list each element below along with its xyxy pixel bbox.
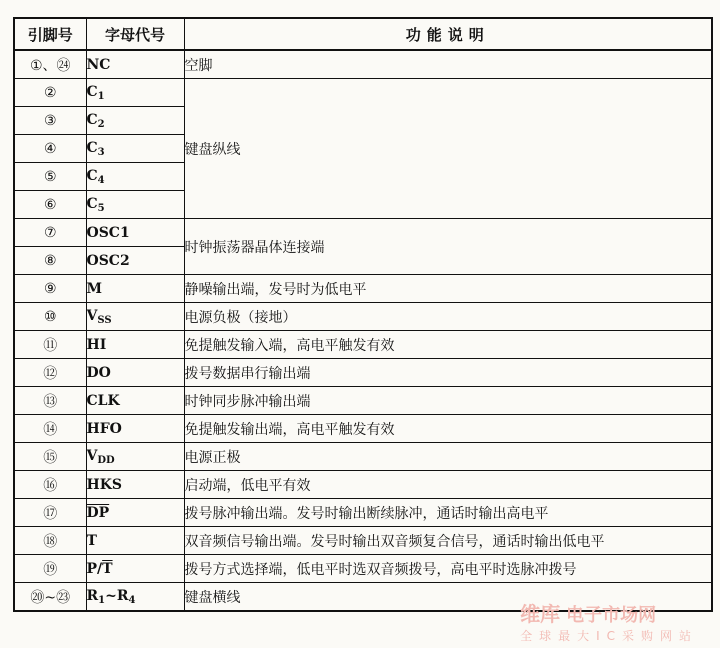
pin-number-cell: ④ (14, 135, 86, 163)
letter-code-text: R (86, 587, 99, 604)
letter-code-text: OSC1 (86, 224, 130, 241)
pin-number-cell: ⑰ (14, 499, 86, 527)
letter-code-text: $\overline{DP}$ (86, 504, 110, 521)
pin-number-cell: ⑪ (14, 331, 86, 359)
letter-code-cell (86, 387, 184, 415)
function-description-cell: 静噪输出端，发号时为低电平 (184, 275, 712, 303)
header-pin-number: 引脚号 (14, 18, 86, 50)
pin-number-cell: ⑮ (14, 443, 86, 471)
letter-code-text: HKS (86, 476, 123, 493)
letter-code-cell (86, 191, 184, 219)
table-row (14, 415, 712, 443)
letter-code-text: HI (86, 336, 107, 353)
table-row (14, 527, 712, 555)
table-row (14, 555, 712, 583)
pin-number-cell: ⑭ (14, 415, 86, 443)
letter-code-text: T (86, 532, 97, 549)
function-description-cell: 电源正极 (184, 443, 712, 471)
function-description-cell: 拨号方式选择端，低电平时选双音频拨号，高电平时选脉冲拨号 (184, 555, 712, 583)
pin-number-cell: ⑤ (14, 163, 86, 191)
letter-code-cell (86, 50, 184, 79)
letter-code-text: ~R (105, 587, 129, 604)
function-description-cell: 双音频信号输出端。发号时输出双音频复合信号，通话时输出低电平 (184, 527, 712, 555)
letter-code-cell (86, 79, 184, 107)
pin-number-cell: ⑯ (14, 471, 86, 499)
letter-code-text: C (86, 167, 98, 184)
letter-code-subscript: 1 (98, 594, 106, 606)
pin-function-table (13, 17, 713, 612)
letter-code-cell (86, 555, 184, 583)
letter-code-cell (86, 219, 184, 247)
letter-code-cell (86, 583, 184, 612)
letter-code-text: V (86, 307, 98, 324)
table-header-row (14, 18, 712, 50)
letter-code-cell (86, 107, 184, 135)
table-row (14, 303, 712, 331)
table-row (14, 79, 712, 107)
header-function-description: 功能说明 (184, 18, 712, 50)
letter-code-subscript: DD (97, 454, 115, 466)
letter-code-cell (86, 247, 184, 275)
letter-code-text: C (86, 83, 98, 100)
pin-number-cell: ⑳~㉓ (14, 583, 86, 612)
table-row (14, 443, 712, 471)
pin-number-cell: ①、㉔ (14, 50, 86, 79)
letter-code-cell (86, 303, 184, 331)
function-description-cell: 免提触发输入端，高电平触发有效 (184, 331, 712, 359)
pin-number-cell: ⑥ (14, 191, 86, 219)
letter-code-cell (86, 163, 184, 191)
pin-number-cell: ⑨ (14, 275, 86, 303)
function-description-cell: 键盘横线 (184, 583, 712, 612)
table-row (14, 471, 712, 499)
letter-code-text: NC (86, 56, 111, 73)
letter-code-subscript: 1 (97, 90, 105, 102)
letter-code-subscript: 4 (128, 594, 136, 606)
letter-code-cell (86, 527, 184, 555)
function-description-cell: 时钟振荡器晶体连接端 (184, 219, 712, 275)
function-description-cell: 电源负极（接地） (184, 303, 712, 331)
table-row (14, 359, 712, 387)
pin-number-cell: ⑧ (14, 247, 86, 275)
header-letter-code: 字母代号 (86, 18, 184, 50)
letter-code-cell (86, 499, 184, 527)
pin-number-cell: ② (14, 79, 86, 107)
letter-code-text: OSC2 (86, 252, 130, 269)
table-row (14, 387, 712, 415)
watermark-tagline: 全球最大IC采购网站 (520, 629, 698, 643)
letter-code-cell (86, 443, 184, 471)
function-description-cell: 拨号数据串行输出端 (184, 359, 712, 387)
letter-code-subscript: SS (97, 314, 112, 326)
letter-code-cell (86, 471, 184, 499)
letter-code-text: CLK (86, 392, 120, 409)
pin-number-cell: ⑫ (14, 359, 86, 387)
letter-code-text: V (86, 447, 98, 464)
watermark-logo: 维库 (520, 602, 561, 626)
function-description-cell: 空脚 (184, 50, 712, 79)
pin-function-document (13, 17, 713, 612)
letter-code-text: HFO (86, 420, 122, 437)
pin-number-cell: ③ (14, 107, 86, 135)
table-row (14, 275, 712, 303)
table-row (14, 219, 712, 247)
letter-code-cell (86, 359, 184, 387)
letter-code-cell (86, 135, 184, 163)
letter-code-subscript: 4 (97, 174, 105, 186)
letter-code-subscript: 5 (97, 202, 105, 214)
table-row (14, 499, 712, 527)
function-description-cell: 键盘纵线 (184, 79, 712, 219)
letter-code-text: C (86, 195, 98, 212)
pin-number-cell: ⑲ (14, 555, 86, 583)
function-description-cell: 时钟同步脉冲输出端 (184, 387, 712, 415)
letter-code-text: C (86, 139, 98, 156)
pin-number-cell: ⑩ (14, 303, 86, 331)
letter-code-cell (86, 415, 184, 443)
letter-code-text: C (86, 111, 98, 128)
letter-code-text: DO (86, 364, 111, 381)
function-description-cell: 拨号脉冲输出端。发号时输出断续脉冲，通话时输出高电平 (184, 499, 712, 527)
function-description-cell: 免提触发输出端，高电平触发有效 (184, 415, 712, 443)
letter-code-text: $\overline{T}$ (102, 560, 113, 577)
letter-code-subscript: 3 (97, 146, 105, 158)
pin-number-cell: ⑦ (14, 219, 86, 247)
pin-number-cell: ⑬ (14, 387, 86, 415)
letter-code-text: M (86, 280, 102, 297)
watermark (520, 598, 698, 644)
table-row (14, 50, 712, 79)
letter-code-subscript: 2 (97, 118, 105, 130)
watermark-brand: 电子市场网 (566, 605, 657, 626)
function-description-cell: 启动端，低电平有效 (184, 471, 712, 499)
table-row (14, 331, 712, 359)
letter-code-cell (86, 331, 184, 359)
letter-code-cell (86, 275, 184, 303)
letter-code-text: P/ (86, 560, 103, 577)
pin-number-cell: ⑱ (14, 527, 86, 555)
